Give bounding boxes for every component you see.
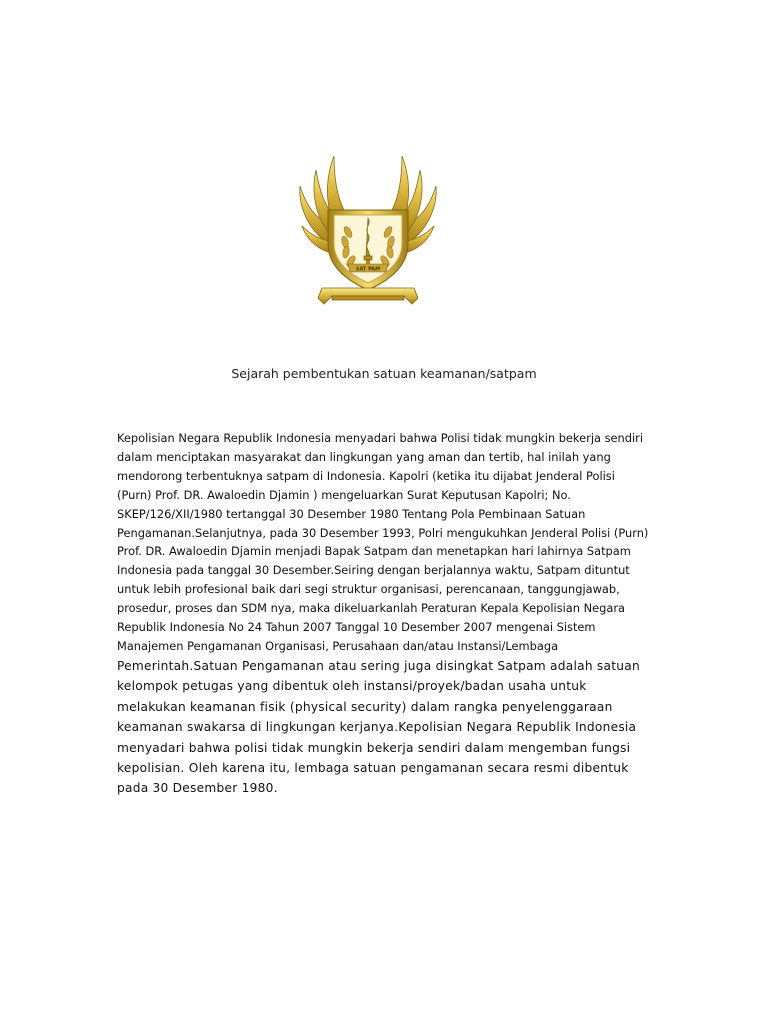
- body-line: Prof. DR. Awaloedin Djamin menjadi Bapak Satpam dan menetapkan hari lahirnya Satpam: [117, 544, 631, 559]
- body-line: Manajemen Pengamanan Organisasi, Perusahaan dan/atau Instansi/Lembaga: [117, 638, 559, 653]
- body-line: SKEP/126/XII/1980 tertanggal 30 Desember 1980 Tentang Pola Pembinaan Satuan: [117, 506, 586, 521]
- body-line: kepolisian. Oleh karena itu, lembaga satuan pengamanan secara resmi dibentuk: [117, 760, 629, 775]
- body-line: Indonesia pada tanggal 30 Desember.Seiring dengan berjalannya waktu, Satpam dituntut: [117, 563, 630, 578]
- body-line: menyadari bahwa polisi tidak mungkin bekerja sendiri dalam mengemban fungsi: [117, 740, 631, 755]
- document-title: Sejarah pembentukan satuan keamanan/satpam: [231, 366, 537, 381]
- body-line: melakukan keamanan fisik (physical security) dalam rangka penyelenggaraan: [117, 699, 613, 714]
- body-line: keamanan swakarsa di lingkungan kerjanya.Kepolisian Negara Republik Indonesia: [117, 720, 637, 735]
- body-line: Pengamanan.Selanjutnya, pada 30 Desember 1993, Polri mengukuhkan Jenderal Polisi (Purn): [117, 525, 649, 540]
- ribbon-icon: [318, 288, 418, 304]
- body-line: (Purn) Prof. DR. Awaloedin Djamin ) mengeluarkan Surat Keputusan Kapolri; No.: [117, 487, 571, 502]
- body-line: pada 30 Desember 1980.: [117, 781, 278, 796]
- satpam-emblem-logo: [292, 148, 444, 308]
- emblem-banner-text: SAT PAM: [355, 266, 381, 273]
- body-line: Republik Indonesia No 24 Tahun 2007 Tanggal 10 Desember 2007 mengenai Sistem: [117, 620, 596, 635]
- body-line: Kepolisian Negara Republik Indonesia menyadari bahwa Polisi tidak mungkin bekerja sendiri: [117, 431, 643, 445]
- body-paragraph: [117, 429, 677, 799]
- body-line: kelompok petugas yang dibentuk oleh instansi/proyek/badan usaha untuk: [117, 679, 587, 694]
- body-line: untuk lebih profesional baik dari segi struktur organisasi, perencanaan, tanggungjawab,: [117, 582, 620, 597]
- body-line: mendorong terbentuknya satpam di Indonesia. Kapolri (ketika itu dijabat Jenderal Polisi: [117, 468, 615, 483]
- body-line: prosedur, proses dan SDM nya, maka dikeluarkanlah Peraturan Kepala Kepolisian Negara: [117, 601, 626, 616]
- body-line: Pemerintah.Satuan Pengamanan atau sering juga disingkat Satpam adalah satuan: [117, 658, 640, 673]
- body-line: dalam menciptakan masyarakat dan lingkungan yang aman dan tertib, hal inilah yang: [117, 449, 611, 464]
